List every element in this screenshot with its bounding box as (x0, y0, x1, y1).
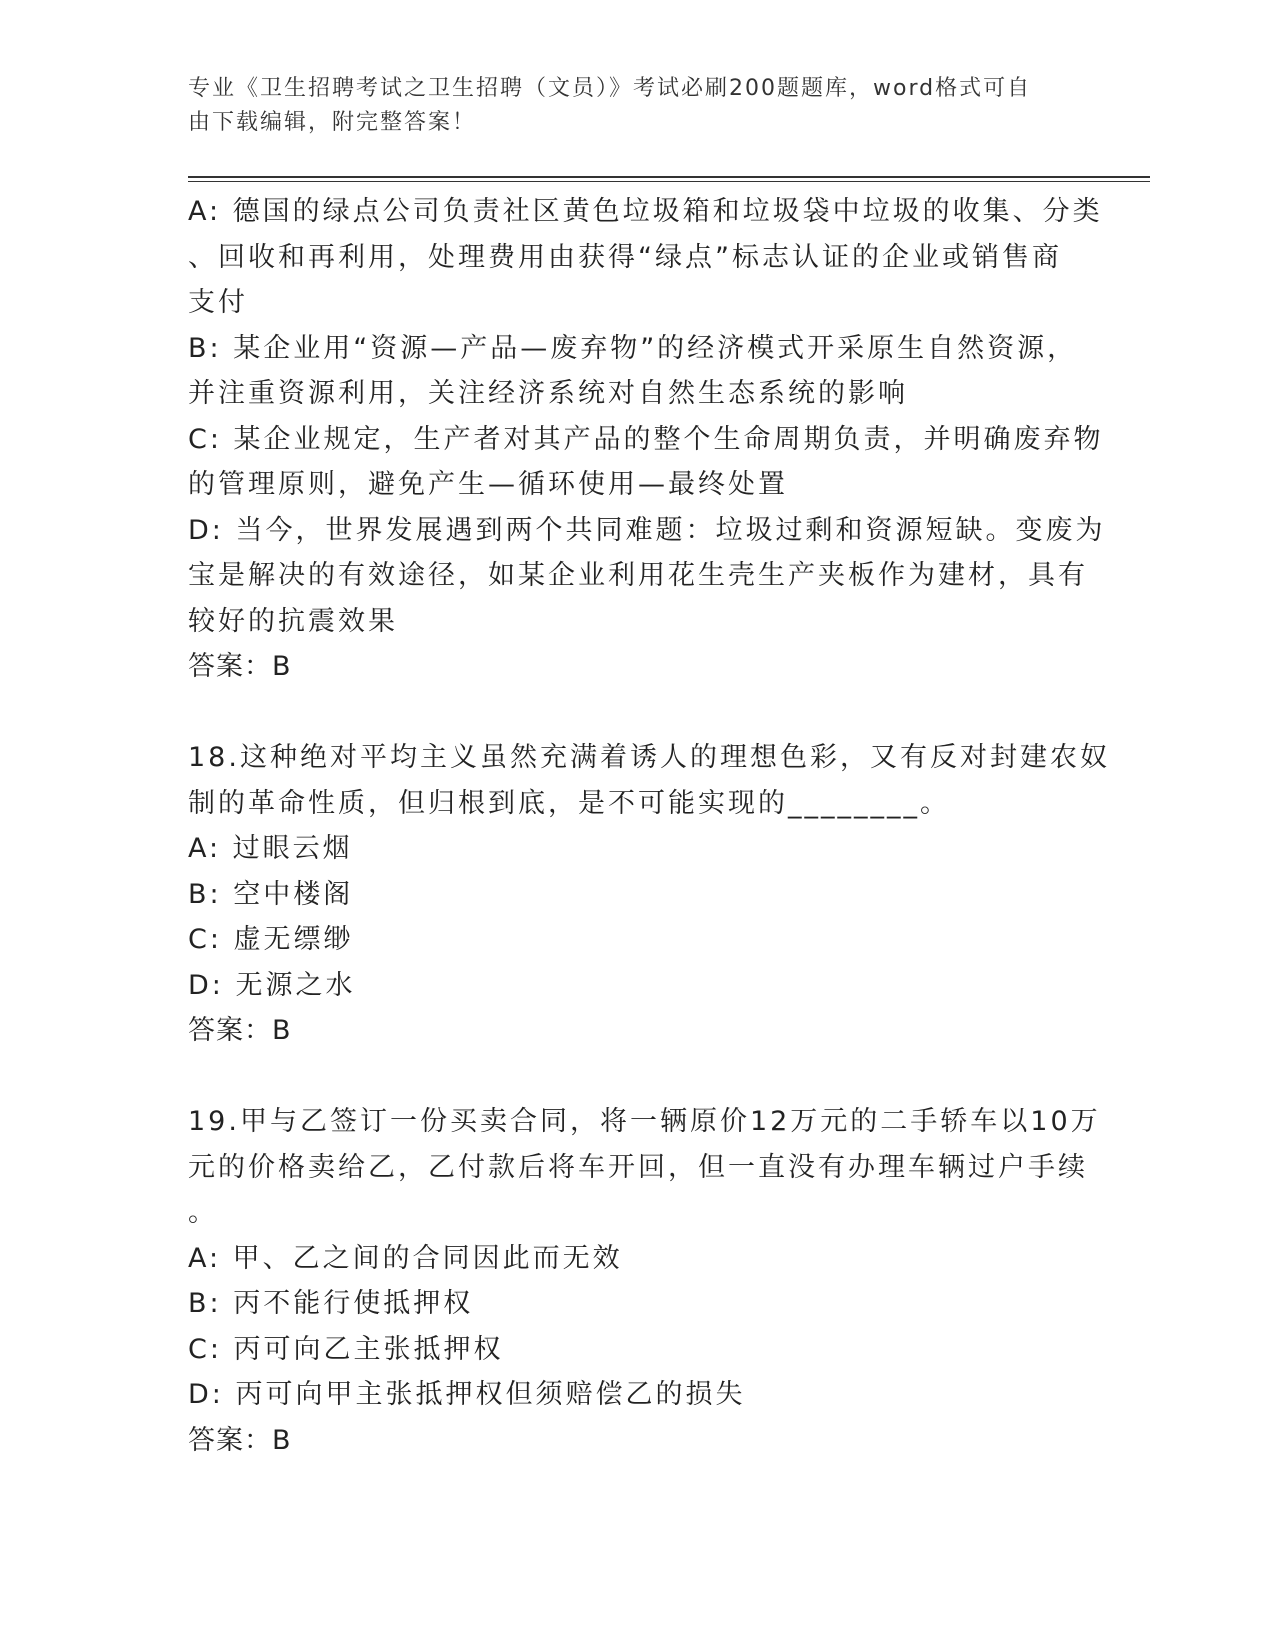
q17-option-a-line-2: 、回收和再利用，处理费用由获得“绿点”标志认证的企业或销售商 (188, 241, 1062, 273)
q18-option-d: D: 无源之水 (188, 969, 356, 1001)
q17-option-d-line-2: 宝是解决的有效途径，如某企业利用花生壳生产夹板作为建材，具有 (188, 560, 1088, 591)
q19-option-b: B: 丙不能行使抵押权 (188, 1288, 474, 1319)
q18-answer: 答案：B (188, 1015, 292, 1046)
header-divider-thick (188, 176, 1150, 178)
q17-option-b-line-2: 并注重资源利用，关注经济系统对自然生态系统的影响 (188, 378, 908, 409)
q19-stem-line-1: 19.甲与乙签订一份买卖合同，将一辆原价12万元的二手轿车以10万 (188, 1106, 1101, 1137)
header-divider-thin (188, 181, 1150, 182)
q17-option-c-line-1: C: 某企业规定，生产者对其产品的整个生命周期负责，并明确废弃物 (188, 423, 1104, 455)
q18-option-c: C: 虚无缥缈 (188, 924, 354, 955)
question-17-options (188, 189, 1106, 690)
q18-option-a: A: 过眼云烟 (188, 833, 353, 864)
q17-option-d-line-3: 较好的抗震效果 (188, 605, 398, 637)
q17-option-a-line-3: 支付 (188, 287, 248, 318)
header-title-line-2: 由下载编辑，附完整答案！ (188, 110, 477, 135)
question-content (188, 189, 1110, 1463)
q19-answer: 答案：B (188, 1424, 292, 1456)
q19-stem-line-2: 元的价格卖给乙，乙付款后将车开回，但一直没有办理车辆过户手续 (188, 1151, 1088, 1183)
spacer (188, 690, 1088, 736)
q17-option-a-line-1: A: 德国的绿点公司负责社区黄色垃圾箱和垃圾袋中垃圾的收集、分类 (188, 196, 1103, 227)
question-19 (188, 1099, 1101, 1463)
spacer (188, 1054, 1088, 1100)
q17-option-b-line-1: B: 某企业用“资源—产品—废弃物”的经济模式开采原生自然资源， (188, 332, 1078, 364)
q17-option-c-line-2: 的管理原则，避免产生—循环使用—最终处置 (188, 469, 788, 500)
q19-option-d: D: 丙可向甲主张抵押权但须赔偿乙的损失 (188, 1379, 746, 1410)
header-title-line-1: 专业《卫生招聘考试之卫生招聘（文员）》考试必刷200题题库，word格式可自 (188, 76, 1032, 101)
q18-option-b: B: 空中楼阁 (188, 878, 354, 910)
q17-answer: 答案：B (188, 651, 292, 682)
question-18 (188, 735, 1110, 1054)
q19-option-c: C: 丙可向乙主张抵押权 (188, 1333, 504, 1365)
q18-stem-line-2: 制的革命性质，但归根到底，是不可能实现的________。 (188, 787, 950, 819)
document-header (188, 72, 1068, 140)
q18-stem-line-1: 18.这种绝对平均主义虽然充满着诱人的理想色彩，又有反对封建农奴 (188, 742, 1110, 773)
q17-option-d-line-1: D: 当今，世界发展遇到两个共同难题：垃圾过剩和资源短缺。变废为 (188, 514, 1106, 546)
q19-option-a: A: 甲、乙之间的合同因此而无效 (188, 1242, 623, 1274)
q19-stem-line-3: 。 (188, 1197, 218, 1228)
